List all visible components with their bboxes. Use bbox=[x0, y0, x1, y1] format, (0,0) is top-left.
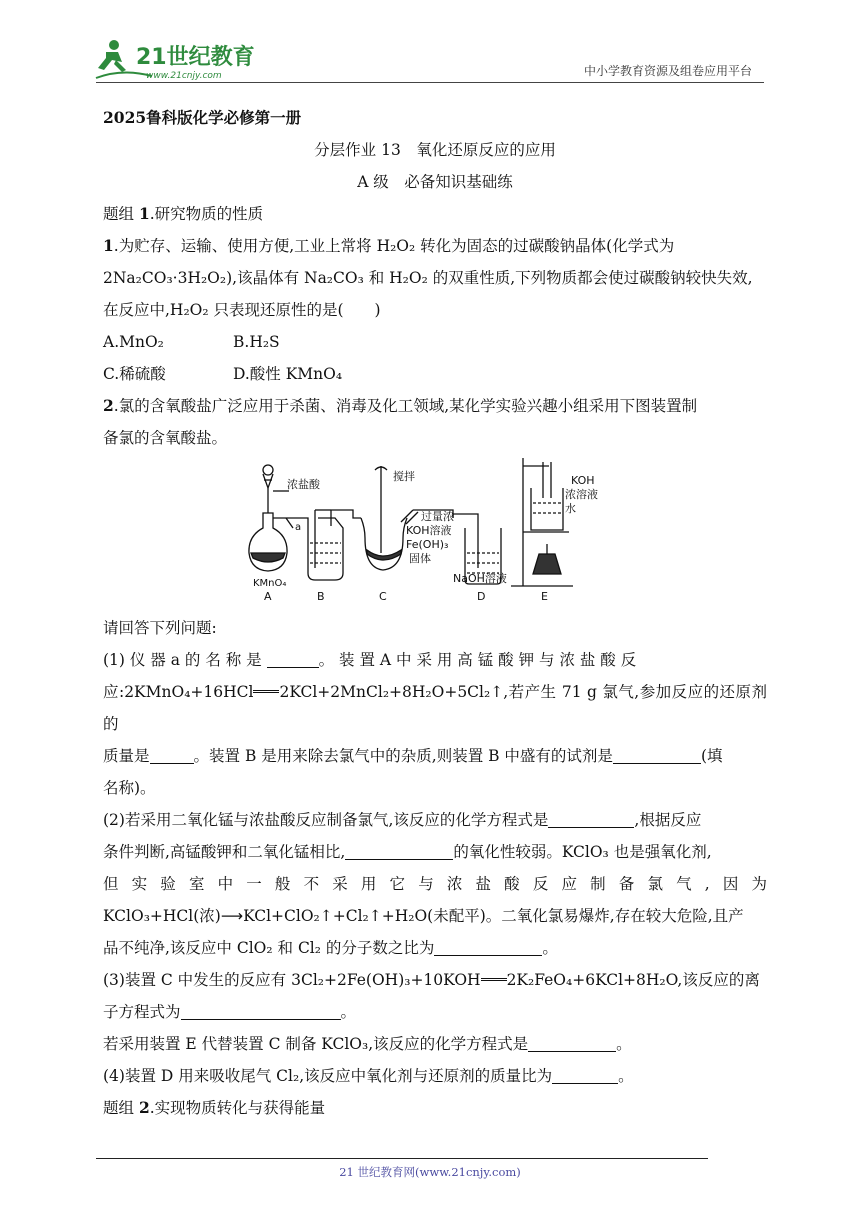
answer-blank[interactable] bbox=[181, 1001, 341, 1020]
option-d: D.酸性 KMnO₄ bbox=[233, 365, 343, 383]
label-E: E bbox=[541, 590, 548, 603]
q1-text-line3: 在反应中,H₂O₂ 只表现还原性的是( ) bbox=[103, 301, 381, 319]
answer-blank[interactable] bbox=[434, 937, 542, 956]
document-body bbox=[103, 100, 767, 1124]
logo bbox=[92, 38, 262, 82]
label-feoh3: Fe(OH)₃ bbox=[406, 538, 449, 551]
label-excess: 过量浓 bbox=[421, 510, 454, 523]
label-conc-hcl: 浓盐酸 bbox=[287, 478, 320, 491]
header-divider bbox=[96, 82, 764, 83]
label-C: C bbox=[379, 590, 387, 603]
answer-blank[interactable] bbox=[613, 745, 701, 764]
label-koh-solution: KOH溶液 bbox=[406, 524, 452, 537]
label-B: B bbox=[317, 590, 325, 603]
question-number: 2 bbox=[103, 396, 114, 415]
sub-question-3: (3)装置 C 中发生的反应有 3Cl₂+2Fe(OH)₃+10KOH 2K₂FeO₄+6KCl+8H₂O,该反应的离 子方程式为 。 若采用装置 E 代替装置 C 制备 KClO₃,该反应的化学方程式是 。 bbox=[103, 971, 760, 1053]
answer-blank[interactable] bbox=[528, 1033, 616, 1052]
label-D: D bbox=[477, 590, 486, 603]
equals-sign bbox=[481, 978, 507, 981]
q2-text-line2: 备氯的含氧酸盐。 bbox=[103, 429, 228, 447]
label-A: A bbox=[264, 590, 272, 603]
footer-divider bbox=[96, 1158, 708, 1159]
group-heading-2: 题组 2.实现物质转化与获得能量 bbox=[103, 1098, 326, 1117]
prompt: 请回答下列问题: bbox=[103, 619, 217, 637]
option-c: C.稀硫酸 bbox=[103, 365, 166, 383]
group-heading-1: 题组 1.研究物质的性质 bbox=[103, 204, 264, 223]
question-number: 1 bbox=[103, 236, 114, 255]
q2-text-line1: .氯的含氧酸盐广泛应用于杀菌、消毒及化工领域,某化学实验兴趣小组采用下图装置制 bbox=[113, 397, 698, 415]
label-solid: 固体 bbox=[409, 552, 431, 565]
sub-question-4: (4)装置 D 用来吸收尾气 Cl₂,该反应中氧化剂与还原剂的质量比为 。 bbox=[103, 1067, 634, 1085]
answer-blank[interactable] bbox=[548, 809, 634, 828]
apparatus-diagram bbox=[103, 458, 767, 608]
q1-text-line1: .为贮存、运输、使用方便,工业上常将 H₂O₂ 转化为固态的过碳酸钠晶体(化学式为 bbox=[113, 237, 675, 255]
logo-url-text: www.21cnjy.com bbox=[146, 71, 222, 81]
sub-question-1: (1) 仪 器 a 的 名 称 是 。 装 置 A 中 采 用 高 锰 酸 钾 与 浓 盐 酸 反 应:2KMnO₄+16HCl 2KCl+2MnCl₂+8H₂O+5Cl₂↑,若产生 71 g 氯气,参加反应的还原剂的 质量是 。装置 B 是用来除去氯气中的杂质,则装置 B 中盛有的试剂是 (填 名称)。 bbox=[103, 651, 768, 797]
answer-blank[interactable] bbox=[345, 841, 453, 860]
answer-blank[interactable] bbox=[552, 1065, 618, 1084]
option-a: A.MnO₂ bbox=[103, 333, 164, 351]
answer-blank[interactable] bbox=[267, 649, 319, 668]
q1-text-line2: 2Na₂CO₃·3H₂O₂),该晶体有 Na₂CO₃ 和 H₂O₂ 的双重性质,下列物质都会使过碳酸钠较快失效, bbox=[103, 269, 753, 287]
question-2 bbox=[103, 390, 767, 454]
reaction-arrow: ⟶ bbox=[220, 907, 244, 925]
option-b: B.H₂S bbox=[233, 333, 280, 351]
answer-blank[interactable] bbox=[150, 745, 194, 764]
apparatus-e bbox=[511, 458, 573, 586]
label-conc-solution: 浓溶液 bbox=[565, 488, 598, 501]
apparatus-figure bbox=[103, 458, 767, 608]
apparatus-labels bbox=[253, 469, 598, 603]
level-title: A 级 必备知识基础练 bbox=[357, 173, 513, 191]
q1-options-row1 bbox=[103, 326, 767, 358]
label-koh: KOH bbox=[571, 474, 595, 487]
label-a: a bbox=[295, 522, 302, 533]
assignment-title: 分层作业 13 氧化还原反应的应用 bbox=[314, 141, 556, 159]
label-stir: 搅拌 bbox=[393, 470, 415, 483]
logo-main-text: 21世纪教育 bbox=[136, 45, 255, 70]
apparatus-b bbox=[298, 510, 361, 580]
label-naoh: NaOH溶液 bbox=[453, 572, 507, 585]
question-1 bbox=[103, 230, 767, 390]
label-kmno4: KMnO₄ bbox=[253, 578, 287, 589]
book-title: 2025鲁科版化学必修第一册 bbox=[103, 108, 302, 127]
q1-options-row2 bbox=[103, 358, 767, 390]
sub-question-2: (2)若采用二氧化锰与浓盐酸反应制备氯气,该反应的化学方程式是 ,根据反应 条件判断,高锰酸钾和二氧化锰相比, 的氧化性较弱。KClO₃ 也是强氧化剂, 但实验室中一般不采用它与浓盐酸反应制备氯气,因为 KClO₃+HCl(浓)⟶KCl+ClO₂↑+Cl₂↑+H₂O(未配平)。二氧化氯易爆炸,存在较大危险,且产 品不纯净,该反应中 ClO₂ 和 Cl₂ 的分子数之比为 。 bbox=[103, 811, 767, 957]
page-header bbox=[0, 0, 860, 90]
label-water: 水 bbox=[565, 502, 576, 515]
equals-sign bbox=[253, 690, 279, 693]
footer: 21 世纪教育网(www.21cnjy.com) bbox=[339, 1165, 521, 1179]
site-label: 中小学教育资源及组卷应用平台 bbox=[583, 64, 752, 78]
